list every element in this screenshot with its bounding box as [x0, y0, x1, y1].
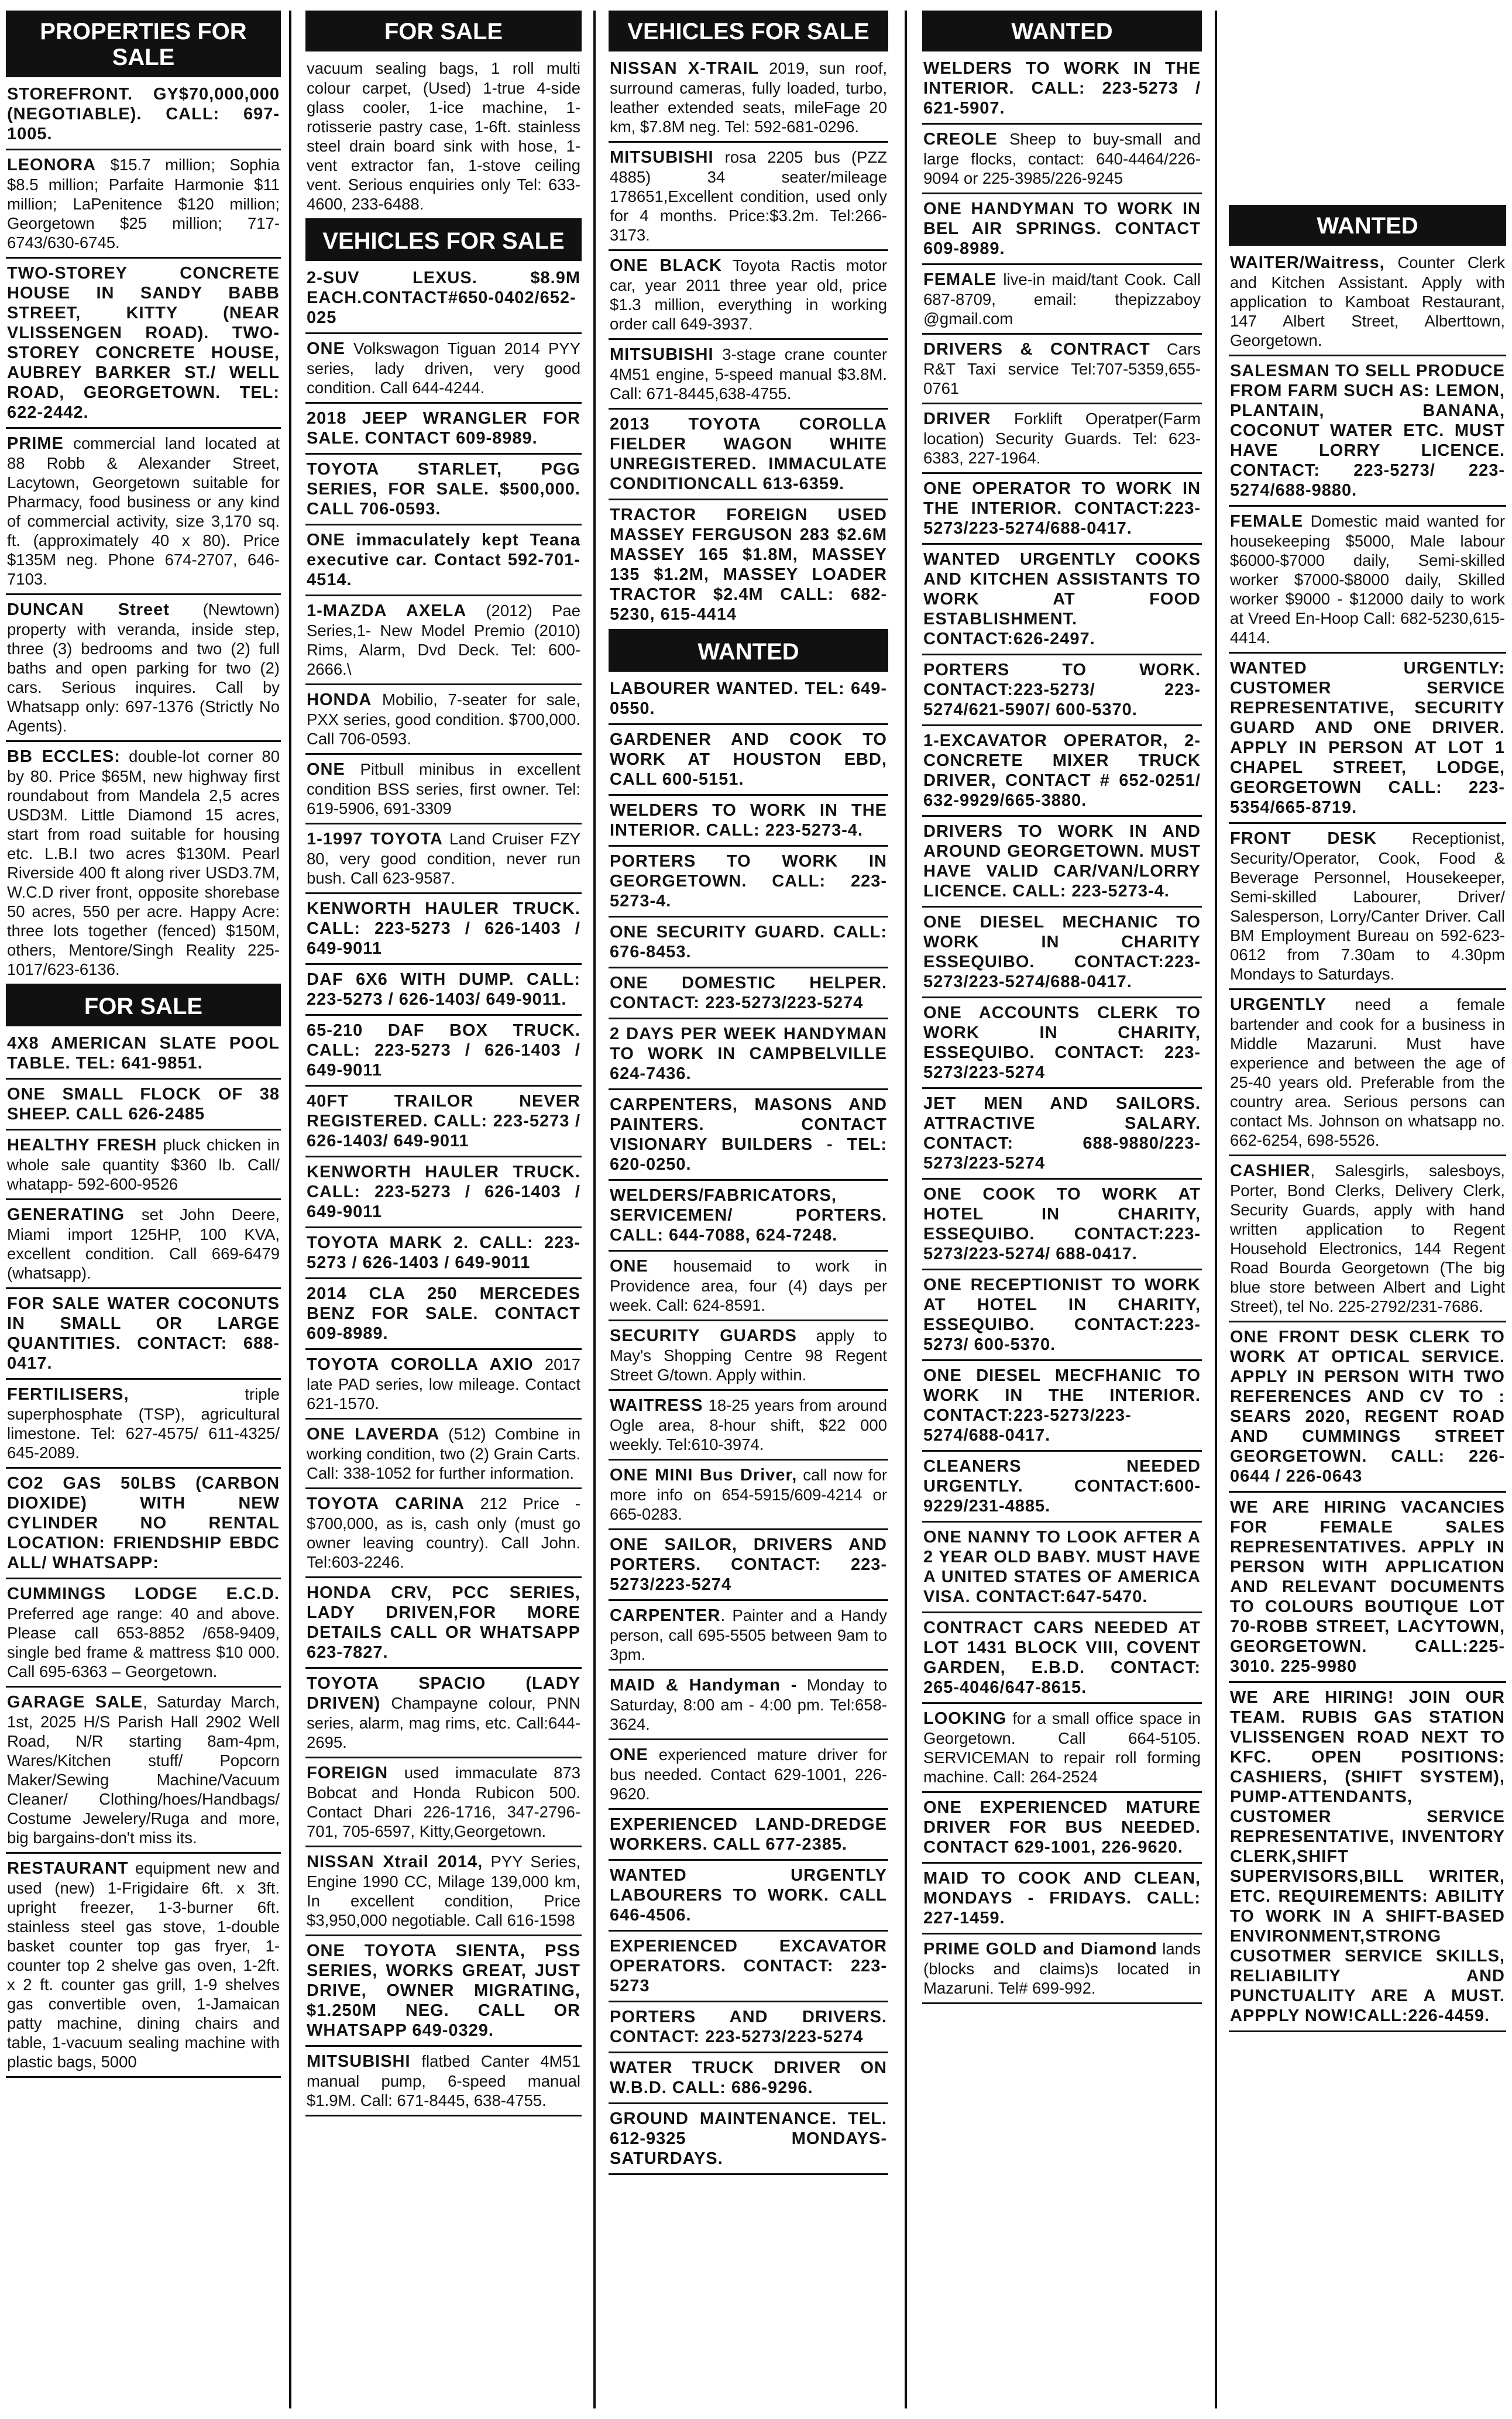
ad-body: , Salesgirls, salesboys, Porter, Bond Clerks, Delivery Clerk, Security Guards, apply with hand written application to Regent Household Electronics, 144 Regent Road Bourda Georgetown (The big blue store between Albert and Light Street), tel No. 225-2792/231-7686.: [1230, 1162, 1505, 1315]
classified-ad: [305, 965, 582, 1016]
column-rule: [905, 11, 907, 2408]
classified-ad: [922, 194, 1202, 265]
ad-lead: FOREIGN: [307, 1764, 389, 1782]
classified-ad: [6, 595, 281, 742]
ad-lead: MAID TO COOK AND CLEAN, MONDAYS - FRIDAYS. CALL: 227-1459.: [923, 1869, 1201, 1927]
ad-lead: STOREFRONT. GY$70,000,000 (NEGOTIABLE). CALL: 697-1005.: [7, 85, 280, 143]
ad-body: double-lot corner 80 by 80. Price $65M, new highway first roundabout from Mandela 2,5 acres USD3M. Little Diamond 15 acres, start from road suitable for housing etc. L.B.I two acres $130M. Pearl Riverside 400 ft along river USD3.7M, W.C.D river front, opposite shorebase 50 acres, 550 per acre. Happy Acre: three lots together (fenced) $150M, others, Mentore/Singh Reality 225-1017/623-6136.: [7, 747, 280, 978]
classified-ad: [922, 125, 1202, 194]
classified-ad: [609, 2053, 888, 2104]
ad-body: for a small office space in Georgetown. Call 664-5105. SERVICEMAN to repair roll forming machine. Call: 264-2524: [923, 1709, 1201, 1786]
ad-lead: FERTILISERS,: [7, 1385, 129, 1404]
classified-ad: [922, 817, 1202, 908]
column-3: [609, 11, 888, 2408]
classified-ad: [922, 1270, 1202, 1361]
column-rule: [1215, 11, 1217, 2408]
ad-lead: ONE MINI Bus Driver,: [610, 1466, 798, 1485]
ad-lead: 2013 TOYOTA COROLLA FIELDER WAGON WHITE UNREGISTERED. IMMACULATE CONDITIONCALL 613-6359.: [610, 415, 887, 493]
classified-ad: [305, 455, 582, 525]
ad-body: 3-stage crane counter 4M51 engine, 5-speed manual $3.8M. Call: 671-8445,638-4755.: [610, 345, 887, 403]
ad-lead: TWO-STOREY CONCRETE HOUSE IN SANDY BABB STREET, KITTY (NEAR VLISSENGEN ROAD). TWO-STOREY CONCRETE HOUSE, AUBREY BARKER ST./ WELL ROAD, GEORGETOWN. TEL: 622-2442.: [7, 264, 280, 422]
ad-body: Land Cruiser FZY 80, very good condition, never run bush. Call 623-9587.: [307, 830, 580, 887]
ad-lead: TOYOTA MARK 2. CALL: 223-5273 / 626-1403 / 649-9011: [307, 1233, 580, 1272]
ad-lead: BB ECCLES:: [7, 747, 121, 766]
column-5: [1229, 205, 1506, 2408]
classified-ad: [922, 998, 1202, 1089]
section-header: VEHICLES FOR SALE: [609, 11, 888, 51]
ad-body: $15.7 million; Sophia $8.5 million; Parfaite Harmonie $11 million; LaPenitence $120 million; Georgetown $25 million; 717-6743/630-6745.: [7, 156, 280, 252]
column-rule: [289, 11, 291, 2408]
classified-ad: [609, 1090, 888, 1181]
ad-body: live-in maid/tant Cook. Call 687-8709, email: thepizzaboy @gmail.com: [923, 270, 1201, 328]
ad-body: Counter Clerk and Kitchen Assistant. Apply with application to Kamboat Restaurant, 147 Albert Street, Alberttown, Georgetown.: [1230, 253, 1505, 349]
ad-lead: ONE DIESEL MECHANIC TO WORK IN CHARITY ESSEQUIBO. CONTACT:223-5273/223-5274/688-0417.: [923, 913, 1201, 991]
ad-lead: MITSUBISHI: [610, 345, 714, 364]
classified-ad: [609, 1932, 888, 2002]
classified-ad: [1229, 356, 1506, 507]
ad-lead: FEMALE: [923, 270, 997, 289]
classified-ad: [305, 1847, 582, 1936]
classified-ad: [305, 2047, 582, 2116]
ad-lead: CUMMINGS LODGE E.C.D.: [7, 1585, 280, 1603]
ad-lead: WAITRESS: [610, 1396, 703, 1415]
ad-lead: CARPENTERS, MASONS AND PAINTERS. CONTACT VISIONARY BUILDERS - TEL: 620-0250.: [610, 1095, 887, 1174]
ad-lead: 65-210 DAF BOX TRUCK. CALL: 223-5273 / 626-1403 / 649-9011: [307, 1021, 580, 1080]
classified-ad: [6, 1029, 281, 1080]
classified-ad: [6, 1469, 281, 1579]
ad-lead: 4X8 AMERICAN SLATE POOL TABLE. TEL: 641-9851.: [7, 1034, 280, 1073]
ad-body: pluck chicken in whole sale quantity $360 lb. Call/ whatapp- 592-600-9526: [7, 1136, 280, 1193]
ad-body: Domestic maid wanted for housekeeping $5000, Male labour $6000-$7000 daily, Semi-skilled worker $7000-$8000 daily, Skilled worker $9000 - $12000 daily to work at Vreed En-Hoop Call: 682-5230,615- 4414.: [1230, 512, 1505, 647]
ad-lead: WELDERS TO WORK IN THE INTERIOR. CALL: 223-5273-4.: [610, 801, 887, 840]
classified-ad: [305, 1157, 582, 1228]
ad-body: . Painter and a Handy person, call 695-5505 between 9am to 3pm.: [610, 1606, 887, 1664]
classified-ad: [305, 1087, 582, 1157]
ad-lead: ONE: [610, 1745, 648, 1764]
ad-lead: URGENTLY: [1230, 995, 1327, 1014]
ad-lead: CONTRACT CARS NEEDED AT LOT 1431 BLOCK VIII, COVENT GARDEN, E.B.D. CONTACT: 265-4046/647-8615.: [923, 1619, 1201, 1697]
ad-lead: 1-MAZDA AXELA: [307, 602, 467, 620]
ad-lead: DRIVER: [923, 410, 991, 428]
ad-lead: TOYOTA CARINA: [307, 1494, 465, 1513]
ad-lead: GROUND MAINTENANCE. TEL. 612-9325 MONDAYS-SATURDAYS.: [610, 2109, 887, 2168]
ad-body: PYY Series, Engine 1990 CC, Milage 139,000 km, In excellent condition, Price $3,950,000 negotiable. Call 616-1598: [307, 1853, 580, 1929]
ad-lead: WELDERS/FABRICATORS, SERVICEMEN/ PORTERS. CALL: 644-7088, 624-7248.: [610, 1186, 887, 1245]
ad-lead: ONE EXPERIENCED MATURE DRIVER FOR BUS NEEDED. CONTACT 629-1001, 226-9620.: [923, 1798, 1201, 1857]
ad-lead: ONE SAILOR, DRIVERS AND PORTERS. CONTACT: 223-5273/223-5274: [610, 1535, 887, 1594]
ad-lead: ONE NANNY TO LOOK AFTER A 2 YEAR OLD BABY. MUST HAVE A UNITED STATES OF AMERICA VISA. CONTACT:647-5470.: [923, 1528, 1201, 1606]
ad-lead: EXPERIENCED LAND-DREDGE WORKERS. CALL 677-2385.: [610, 1815, 887, 1854]
classified-ad: [922, 1934, 1202, 2004]
ad-lead: MAID & Handyman -: [610, 1676, 798, 1695]
classified-ad: [6, 1131, 281, 1200]
ad-lead: ONE COOK TO WORK AT HOTEL IN CHARITY, ESSEQUIBO. CONTACT:223-5273/223-5274/ 688-0417.: [923, 1185, 1201, 1263]
column-rule: [593, 11, 596, 2408]
ad-lead: DAF 6X6 WITH DUMP. CALL: 223-5273 / 626-1403/ 649-9011.: [307, 970, 580, 1009]
ad-body: lands (blocks and claims)s located in Mazaruni. Tel# 699-992.: [923, 1940, 1201, 1997]
ad-body: 212 Price - $700,000, as is, cash only (must go owner leaving country). Call John. Tel:603-2246.: [307, 1494, 580, 1571]
classified-ad: [305, 525, 582, 596]
classified-ad: [6, 1579, 281, 1688]
ad-lead: SECURITY GUARDS: [610, 1327, 797, 1345]
classified-ad: [305, 263, 582, 334]
classified-ad: [609, 2002, 888, 2053]
classified-ad: [922, 474, 1202, 545]
ad-lead: HONDA: [307, 690, 372, 709]
ad-lead: CO2 GAS 50LBS (CARBON DIOXIDE) WITH NEW CYLINDER NO RENTAL LOCATION: FRIENDSHIP EBDC ALL/ WHATSAPP:: [7, 1474, 280, 1572]
section-header: FOR SALE: [305, 11, 582, 51]
ad-body: (512) Combine in working condition, two (2) Grain Carts. Call: 338-1052 for further information.: [307, 1425, 580, 1482]
ad-lead: GENERATING: [7, 1205, 125, 1224]
ad-body: used immaculate 873 Bobcat and Honda Rubicon 500. Contact Dhari 226-1716, 347-2796-701, 705-6597, Kitty,Georgetown.: [307, 1764, 580, 1840]
classified-ad: [1229, 1683, 1506, 2032]
classified-ad: [6, 1854, 281, 2078]
ad-body: Receptionist, Security/Operator, Cook, Food & Beverage Personnel, Housekeeper, Semi-skilled Labourer, Driver/ Salesperson, Lorry/Canter Driver. Call BM Employment Bureau on 592-623-0612 from 7.30am to 4.30pm Mondays to Saturdays.: [1230, 829, 1505, 983]
classified-ad: [609, 1019, 888, 1090]
ad-lead: TOYOTA COROLLA AXIO: [307, 1355, 534, 1374]
ad-body: (Newtown) property with veranda, inside step, three (3) bedrooms and two (2) full baths and open parking for two (2) cars. Serious inquires. Call by Whatsapp only: 697-1376 (Strictly No Agents).: [7, 600, 280, 735]
ad-lead: PORTERS AND DRIVERS. CONTACT: 223-5273/223-5274: [610, 2008, 887, 2046]
classified-ad: [305, 824, 582, 894]
classified-ad: [609, 1740, 888, 1810]
column-2: [305, 11, 582, 2408]
ad-lead: FRONT DESK: [1230, 829, 1377, 848]
ad-body: Pitbull minibus in excellent condition BSS series, first owner. Tel: 619-5906, 691-3309: [307, 760, 580, 817]
ad-lead: ONE DIESEL MECFHANIC TO WORK IN THE INTERIOR. CONTACT:223-5273/223-5274/688-0417.: [923, 1366, 1201, 1445]
classified-ad: [922, 655, 1202, 726]
column-4: [922, 11, 1202, 2408]
section-header: VEHICLES FOR SALE: [305, 220, 582, 261]
classified-ad: [922, 726, 1202, 817]
ad-lead: 2 DAYS PER WEEK HANDYMAN TO WORK IN CAMPBELVILLE 624-7436.: [610, 1025, 887, 1083]
classified-ad: [305, 1578, 582, 1669]
ad-lead: WE ARE HIRING! JOIN OUR TEAM. RUBIS GAS STATION VLISSENGEN ROAD NEXT TO KFC. OPEN POSITIONS: CASHIERS, (SHIFT SYSTEM), PUMP-ATTENDANTS, CUSTOMER SERVICE REPRESENTATIVE, INVENTORY CLERK,SHIFT SUPERVISORS,BILL WRITER, ETC. REQUIREMENTS: ABILITY TO WORK IN A SHIFT-BASED ENVIRONMENT,STRONG CUSOTMER SERVICE SKILLS, RELIABILITY AND PUNCTUALITY ARE A MUST. APPPLY NOW!CALL:226-4459.: [1230, 1688, 1505, 2025]
ad-body: call now for more info on 654-5915/609-4214 or 665-0283.: [610, 1466, 887, 1523]
classified-ad: [305, 1420, 582, 1489]
ad-body: 18-25 years from around Ogle area, 8-hour shift, $22 000 weekly. Tel:610-3974.: [610, 1396, 887, 1454]
ad-lead: PRIME GOLD and Diamond: [923, 1940, 1157, 1958]
classified-ad: [609, 1181, 888, 1252]
ad-body: vacuum sealing bags, 1 roll multi colour carpet, (Used) 1-true 4-side glass cooler, 1-ice machine, 1-rotisserie pastry case, 1-6ft. stainless steel drain board sink with hose, 1-vent extractor fan, 1-stove ceiling vent. Serious enquiries only Tel: 633-4600, 233-6488.: [307, 59, 580, 213]
section-header: FOR SALE: [6, 985, 281, 1026]
classified-ad: [609, 340, 888, 410]
ad-body: Forklift Operatper(Farm location) Security Guards. Tel: 623-6383, 227-1964.: [923, 410, 1201, 467]
ad-lead: LOOKING: [923, 1709, 1007, 1728]
column-1: [6, 11, 281, 2408]
classified-ad: [305, 1758, 582, 1847]
ad-lead: HONDA CRV, PCC SERIES, LADY DRIVEN,FOR MORE DETAILS CALL OR WHATSAPP 623-7827.: [307, 1583, 580, 1662]
ad-body: experienced mature driver for bus needed. Contact 629-1001, 226-9620.: [610, 1745, 887, 1803]
classified-ad: [6, 742, 281, 985]
classified-ad: [922, 1793, 1202, 1864]
ad-lead: ONE SECURITY GUARD. CALL: 676-8453.: [610, 923, 887, 961]
classified-ad: [609, 1671, 888, 1740]
classified-ad: [922, 1864, 1202, 1934]
ad-body: flatbed Canter 4M51 manual pump, 6-speed manual $1.9M. Call: 671-8445, 638-4755.: [307, 2052, 580, 2109]
ad-lead: EXPERIENCED EXCAVATOR OPERATORS. CONTACT: 223-5273: [610, 1937, 887, 1995]
ad-lead: DRIVERS & CONTRACT: [923, 340, 1150, 359]
classified-ad: [305, 596, 582, 685]
section-header: WANTED: [922, 11, 1202, 51]
classified-ad: [1229, 507, 1506, 654]
ad-lead: ONE LAVERDA: [307, 1425, 440, 1444]
ad-lead: CASHIER: [1230, 1162, 1311, 1180]
classified-ad: [922, 1089, 1202, 1180]
ad-lead: KENWORTH HAULER TRUCK. CALL: 223-5273 / 626-1403 / 649-9011: [307, 899, 580, 958]
ad-lead: 2018 JEEP WRANGLER FOR SALE. CONTACT 609-8989.: [307, 409, 580, 448]
section-header: PROPERTIES FOR SALE: [6, 11, 281, 77]
classified-ad: [609, 1601, 888, 1671]
classified-ad: [922, 908, 1202, 998]
classified-ad: [922, 54, 1202, 125]
classified-ad: [609, 1461, 888, 1530]
classified-ad: [1229, 824, 1506, 990]
ad-lead: KENWORTH HAULER TRUCK. CALL: 223-5273 / 626-1403 / 649-9011: [307, 1163, 580, 1221]
ad-body: commercial land located at 88 Robb & Alexander Street, Lacytown, Georgetown suitable for Pharmacy, food business or any kind of commercial activity, size 3,170 sq. ft. (approximately 40 x 80). Price $135M neg. Phone 674-2707, 646-7103.: [7, 434, 280, 588]
classified-ad: [609, 1391, 888, 1461]
classified-ad: [609, 1810, 888, 1861]
ad-body: 2017 late PAD series, low mileage. Contact 621-1570.: [307, 1355, 580, 1413]
ad-body: rosa 2205 bus (PZZ 4885) 34 seater/mileage 178651,Excellent condition, used only for 4 months. Price:$3.2m. Tel:266-3173.: [610, 148, 887, 244]
classified-ad: [922, 1613, 1202, 1704]
ad-lead: ONE: [610, 1257, 648, 1276]
ad-body: Mobilio, 7-seater for sale, PXX series, good condition. $700,000. Call 706-0593.: [307, 690, 580, 748]
ad-lead: JET MEN AND SAILORS. ATTRACTIVE SALARY. CONTACT: 688-9880/223-5273/223-5274: [923, 1094, 1201, 1173]
classified-ad: [6, 1080, 281, 1131]
ad-body: need a female bartender and cook for a business in Middle Mazaruni. Must have experience and between the age of 25-40 years old. Preferable from the country area. Serious persons can contact Ms. Johnson on whatsapp no. 662-6254, 698-5526.: [1230, 995, 1505, 1149]
classified-ad: [609, 54, 888, 143]
ad-lead: HEALTHY FRESH: [7, 1136, 157, 1154]
ad-lead: ONE OPERATOR TO WORK IN THE INTERIOR. CONTACT:223-5273/223-5274/688-0417.: [923, 479, 1201, 538]
ad-lead: PORTERS TO WORK IN GEORGETOWN. CALL: 223-5273-4.: [610, 852, 887, 910]
ad-body: apply to May's Shopping Centre 98 Regent Street G/town. Apply within.: [610, 1327, 887, 1384]
ad-lead: ONE: [307, 760, 345, 779]
classified-ad: [922, 545, 1202, 655]
ad-lead: MITSUBISHI: [610, 148, 714, 167]
ad-lead: WANTED URGENTLY LABOURERS TO WORK. CALL 646-4506.: [610, 1866, 887, 1925]
classified-ad: [609, 500, 888, 631]
classified-ad: [922, 1704, 1202, 1793]
ad-lead: 2014 CLA 250 MERCEDES BENZ FOR SALE. CONTACT 609-8989.: [307, 1284, 580, 1343]
classified-ad: [1229, 1493, 1506, 1683]
ad-lead: FEMALE: [1230, 512, 1304, 531]
section-header: WANTED: [609, 631, 888, 672]
classified-ad: [922, 265, 1202, 335]
classified-ad: [305, 1936, 582, 2047]
ad-body: Toyota Ractis motor car, year 2011 three year old, price $1.3 million, everything in working order call 649-3937.: [610, 256, 887, 333]
classified-ad: [305, 54, 582, 220]
classified-ad: [922, 335, 1202, 404]
classified-ad: [609, 1530, 888, 1601]
ad-body: triple superphosphate (TSP), agricultural limestone. Tel: 627-4575/ 611-4325/ 645-2089.: [7, 1385, 280, 1462]
ad-body: Sheep to buy-small and large flocks, contact: 640-4464/226-9094 or 225-3985/226-9245: [923, 130, 1201, 187]
ad-lead: TOYOTA STARLET, PGG SERIES, FOR SALE. $500,000. CALL 706-0593.: [307, 460, 580, 518]
ad-lead: WAITER/Waitress,: [1230, 253, 1385, 272]
classified-ad: [609, 410, 888, 500]
classified-ad: [305, 1489, 582, 1578]
ad-lead: PRIME: [7, 434, 64, 453]
classified-ad: [305, 1279, 582, 1350]
classified-ad: [922, 1523, 1202, 1613]
classified-ad: [609, 725, 888, 796]
ad-body: 2019, sun roof, surround cameras, fully loaded, turbo, leather extended seats, mileFage 20 km, $7.8M neg. Tel: 592-681-0296.: [610, 59, 888, 136]
classified-ad: [305, 404, 582, 455]
ad-lead: ONE FRONT DESK CLERK TO WORK AT OPTICAL SERVICE. APPLY IN PERSON WITH TWO REFERENCES AND CV TO : SEARS 2020, REGENT ROAD AND CUMMINGS STREET GEORGETOWN. CALL: 226-0644 / 226-0643: [1230, 1328, 1505, 1486]
ad-body: set John Deere, Miami import 125HP, 100 KVA, excellent condition. Call 669-6479 (whatsapp).: [7, 1205, 280, 1282]
ad-lead: 40FT TRAILOR NEVER REGISTERED. CALL: 223-5273 / 626-1403/ 649-9011: [307, 1092, 580, 1150]
classified-ad: [1229, 248, 1506, 356]
ad-lead: DUNCAN Street: [7, 600, 170, 619]
ad-lead: WANTED URGENTLY COOKS AND KITCHEN ASSISTANTS TO WORK AT FOOD ESTABLISHMENT. CONTACT:626-2497.: [923, 550, 1201, 648]
classified-ad: [609, 796, 888, 847]
ad-lead: WATER TRUCK DRIVER ON W.B.D. CALL: 686-9296.: [610, 2059, 887, 2097]
ad-lead: PORTERS TO WORK. CONTACT:223-5273/ 223-5274/621-5907/ 600-5370.: [923, 661, 1201, 719]
classified-ad: [305, 1669, 582, 1758]
ad-lead: RESTAURANT: [7, 1859, 129, 1878]
ad-lead: CREOLE: [923, 130, 998, 149]
ad-lead: SALESMAN TO SELL PRODUCE FROM FARM SUCH AS: LEMON, PLANTAIN, BANANA, COCONUT WATER ETC. MUST HAVE LORRY LICENCE. CONTACT: 223-5273/ 223-5274/688-9880.: [1230, 362, 1505, 500]
ad-lead: TOYOTA SPACIO (LADY DRIVEN): [307, 1674, 580, 1713]
classified-ad: [305, 685, 582, 755]
ad-lead: ONE: [307, 339, 345, 358]
ad-body: Cars R&T Taxi service Tel:707-5359,655-0761: [923, 340, 1201, 397]
ad-lead: GARDENER AND COOK TO WORK AT HOUSTON EBD, CALL 600-5151.: [610, 730, 887, 789]
ad-lead: 1-1997 TOYOTA: [307, 830, 443, 848]
ad-lead: LEONORA: [7, 156, 96, 174]
classified-ad: [609, 1321, 888, 1391]
ad-body: Preferred age range: 40 and above. Please call 653-8852 /658-9409, single bed frame & mattress $10 000. Call 695-6363 – Georgetown.: [7, 1604, 280, 1681]
classified-ad: [922, 404, 1202, 474]
classified-ad: [305, 894, 582, 965]
classified-ad: [922, 1452, 1202, 1523]
ad-lead: ONE TOYOTA SIENTA, PSS SERIES, WORKS GREAT, JUST DRIVE, OWNER MIGRATING, $1.250M NEG. CALL OR WHATSAPP 649-0329.: [307, 1942, 580, 2040]
classified-ad: [6, 1688, 281, 1854]
classified-ad: [305, 1350, 582, 1420]
ad-lead: WE ARE HIRING VACANCIES FOR FEMALE SALES REPRESENTATIVES. APPLY IN PERSON WITH APPLICATION AND RELEVANT DOCUMENTS TO COLOURS BOUTIQUE LOT 70-ROBB STREET, LACYTOWN, GEORGETOWN. CALL:225-3010. 225-9980: [1230, 1498, 1505, 1676]
classified-ad: [6, 429, 281, 595]
ad-lead: 2-SUV LEXUS. $8.9M EACH.CONTACT#650-0402/652-025: [307, 269, 580, 327]
ad-lead: LABOURER WANTED. TEL: 649-0550.: [610, 679, 887, 718]
ad-lead: ONE RECEPTIONIST TO WORK AT HOTEL IN CHARITY, ESSEQUIBO. CONTACT:223-5273/ 600-5370.: [923, 1276, 1201, 1354]
ad-body: , Saturday March, 1st, 2025 H/S Parish Hall 2902 Well Road, N/R starting 8am-4pm, Wares/Kitchen stuff/ Popcorn Maker/Sewing Machine/Vacuum Cleaner/ Clothing/hoes/Handbags/ Costume Jewelery/Ruga and more, big bargains-don't miss its.: [7, 1693, 280, 1847]
ad-lead: WANTED URGENTLY: CUSTOMER SERVICE REPRESENTATIVE, SECURITY GUARD AND ONE DRIVER. APPLY IN PERSON AT LOT 1 CHAPEL STREET, LODGE, GEORGETOWN CALL: 223-5354/665-8719.: [1230, 659, 1505, 817]
classified-ad: [609, 1252, 888, 1321]
section-header: WANTED: [1229, 205, 1506, 246]
ad-lead: 1-EXCAVATOR OPERATOR, 2- CONCRETE MIXER TRUCK DRIVER, CONTACT # 652-0251/ 632-9929/665-3880.: [923, 731, 1201, 810]
ad-lead: DRIVERS TO WORK IN AND AROUND GEORGETOWN. MUST HAVE VALID CAR/VAN/LORRY LICENCE. CALL: 223-5273-4.: [923, 822, 1201, 901]
classified-ad: [1229, 990, 1506, 1156]
classified-ad: [1229, 1322, 1506, 1493]
ad-lead: ONE ACCOUNTS CLERK TO WORK IN CHARITY, ESSEQUIBO. CONTACT: 223-5273/223-5274: [923, 1004, 1201, 1082]
classified-ad: [609, 143, 888, 251]
classified-ad: [609, 674, 888, 725]
ad-body: housemaid to work in Providence area, four (4) days per week. Call: 624-8591.: [610, 1257, 887, 1314]
classified-ad: [6, 1200, 281, 1289]
classified-ad: [6, 259, 281, 429]
classified-ad: [6, 150, 281, 259]
ad-lead: NISSAN X-TRAIL: [610, 59, 760, 78]
ad-lead: TRACTOR FOREIGN USED MASSEY FERGUSON 283 $2.6M MASSEY 165 $1.8M, MASSEY 135 $1.2M, MASSEY LOADER TRACTOR $2.4M CALL: 682-5230, 615-4414: [610, 506, 887, 624]
ad-lead: FOR SALE WATER COCONUTS IN SMALL OR LARGE QUANTITIES. CONTACT: 688-0417.: [7, 1294, 280, 1373]
classified-ad: [609, 968, 888, 1019]
ad-body: Champayne colour, PNN series, alarm, mag rims, etc. Call:644-2695.: [307, 1694, 580, 1751]
ad-body: equipment new and used (new) 1-Frigidaire 6ft. x 3ft. upright freezer, 1-3-burner 6ft. stainless steel gas stove, 1-double basket counter top gas fryer, 1-counter top 2 shelve gas oven, 1-2ft. x 2 ft. counter gas grill, 1-9 shelves gas convertible oven, 1-Jamaican patty machine, dining chairs and table, 1-vacuum sealing machine with plastic bags, 5000: [7, 1859, 280, 2071]
ad-lead: CARPENTER: [610, 1606, 721, 1625]
classified-ad: [305, 334, 582, 404]
ad-lead: ONE SMALL FLOCK OF 38 SHEEP. CALL 626-2485: [7, 1085, 280, 1123]
ad-lead: GARAGE SALE: [7, 1693, 143, 1712]
classified-ad: [609, 918, 888, 968]
ad-lead: CLEANERS NEEDED URGENTLY. CONTACT:600-9229/231-4885.: [923, 1457, 1201, 1516]
classified-ad: [6, 1289, 281, 1380]
classified-ad: [922, 1361, 1202, 1452]
classified-ad: [305, 1016, 582, 1087]
classified-ad: [609, 251, 888, 340]
ad-lead: ONE HANDYMAN TO WORK IN BEL AIR SPRINGS. CONTACT 609-8989.: [923, 200, 1201, 258]
classified-ad: [609, 2104, 888, 2175]
ad-body: Monday to Saturday, 8:00 am - 4:00 pm. Tel:658-3624.: [610, 1676, 887, 1733]
classified-ad: [922, 1180, 1202, 1270]
ad-body: Volkswagon Tiguan 2014 PYY series, lady driven, very good condition. Call 644-4244.: [307, 339, 580, 397]
ad-body: (2012) Pae Series,1- New Model Premio (2010) Rims, Alarm, Dvd Deck. Tel: 600-2666.\: [307, 602, 580, 678]
classified-ad: [609, 1861, 888, 1932]
ad-lead: NISSAN Xtrail 2014,: [307, 1853, 483, 1871]
classified-ad: [6, 80, 281, 150]
classified-ad: [6, 1380, 281, 1469]
classified-ad: [609, 847, 888, 918]
ad-lead: WELDERS TO WORK IN THE INTERIOR. CALL: 223-5273 / 621-5907.: [923, 59, 1201, 118]
classified-ad: [305, 755, 582, 824]
ad-lead: MITSUBISHI: [307, 2052, 411, 2071]
ad-lead: ONE BLACK: [610, 256, 722, 275]
classified-ad: [305, 1228, 582, 1279]
classified-ad: [1229, 1156, 1506, 1322]
classified-ad: [1229, 654, 1506, 824]
ad-lead: ONE DOMESTIC HELPER. CONTACT: 223-5273/223-5274: [610, 974, 887, 1012]
ad-lead: ONE immaculately kept Teana executive car. Contact 592-701-4514.: [307, 531, 580, 589]
